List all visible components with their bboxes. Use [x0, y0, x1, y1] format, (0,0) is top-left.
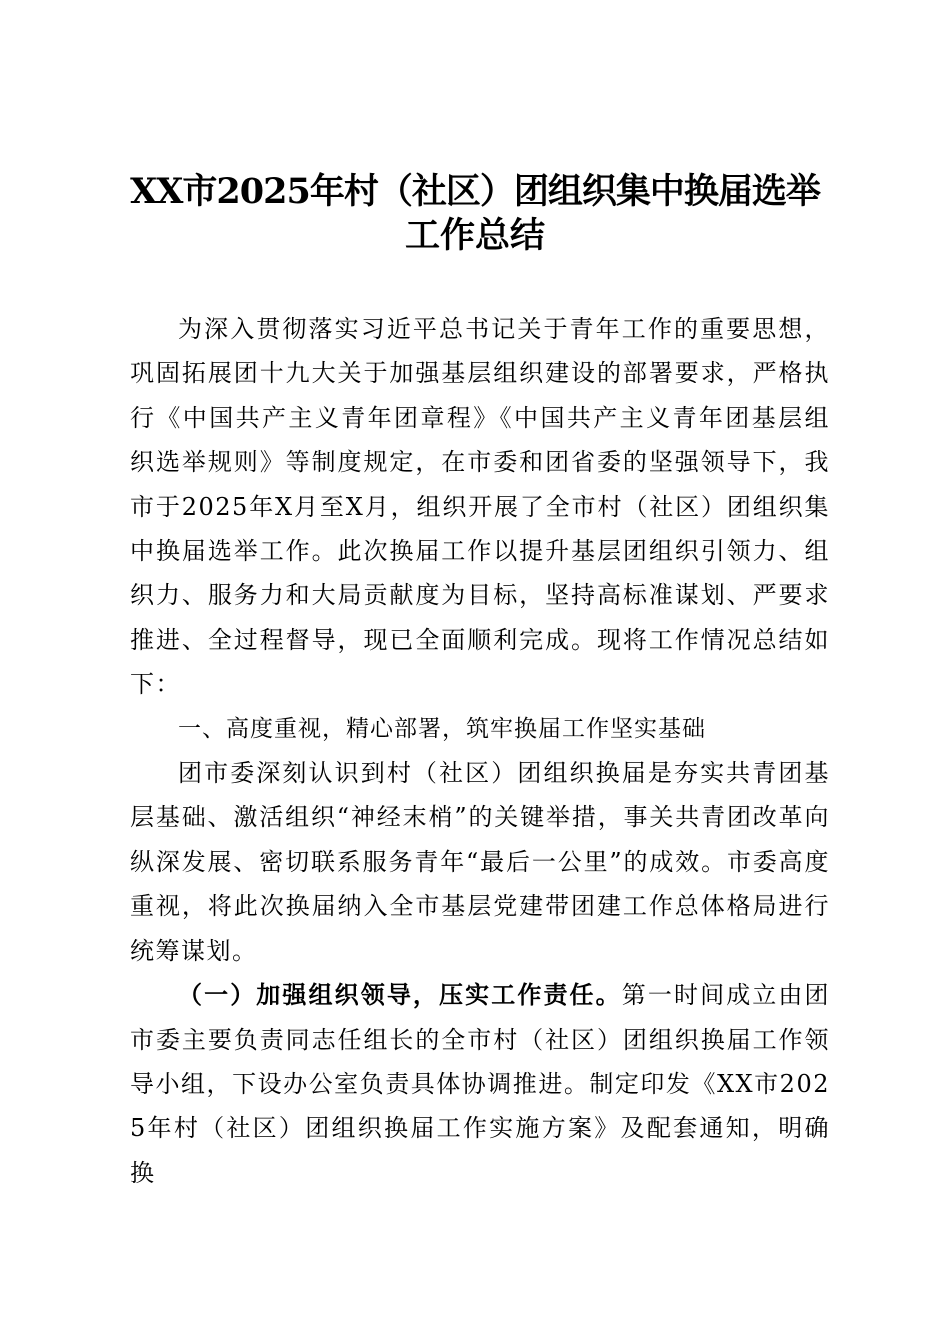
intro-paragraph: 为深入贯彻落实习近平总书记关于青年工作的重要思想，巩固拓展团十九大关于加强基层组织建设的部署要求，严格执行《中国共产主义青年团章程》《中国共产主义青年团基层组织选举规则》等制度规定，在市委和团省委的坚强领导下，我市于2025年X月至X月，组织开展了全市村（社区）团组织集中换届选举工作。此次换届工作以提升基层团组织引领力、组织力、服务力和大局贡献度为目标，坚持高标准谋划、严要求推进、全过程督导，现已全面顺利完成。现将工作情况总结如下：	[130, 315, 830, 699]
subsection-1-paragraph	[130, 973, 830, 1195]
section-1-paragraph: 团市委深刻认识到村（社区）团组织换届是夯实共青团基层基础、激活组织“神经末梢”的关键举措，事关共青团改革向纵深发展、密切联系服务青年“最后一公里”的成效。市委高度重视，将此次换届纳入全市基层党建带团建工作总体格局进行统筹谋划。	[130, 759, 830, 965]
document-title-line-1: XX市2025年村（社区）团组织集中换届选举	[130, 171, 820, 212]
subsection-1-text: 第一时间成立由团市委主要负责同志任组长的全市村（社区）团组织换届工作领导小组，下设办公室负责具体协调推进。制定印发《XX市2025年村（社区）团组织换届工作实施方案》及配套通知，明确换	[130, 981, 831, 1187]
document-title-line-2: 工作总结	[404, 215, 545, 256]
section-1-heading: 一、高度重视，精心部署，筑牢换届工作坚实基础	[178, 715, 706, 742]
subsection-1-lead: （一）加强组织领导，压实工作责任。	[178, 980, 622, 1010]
document-body	[130, 307, 830, 1195]
